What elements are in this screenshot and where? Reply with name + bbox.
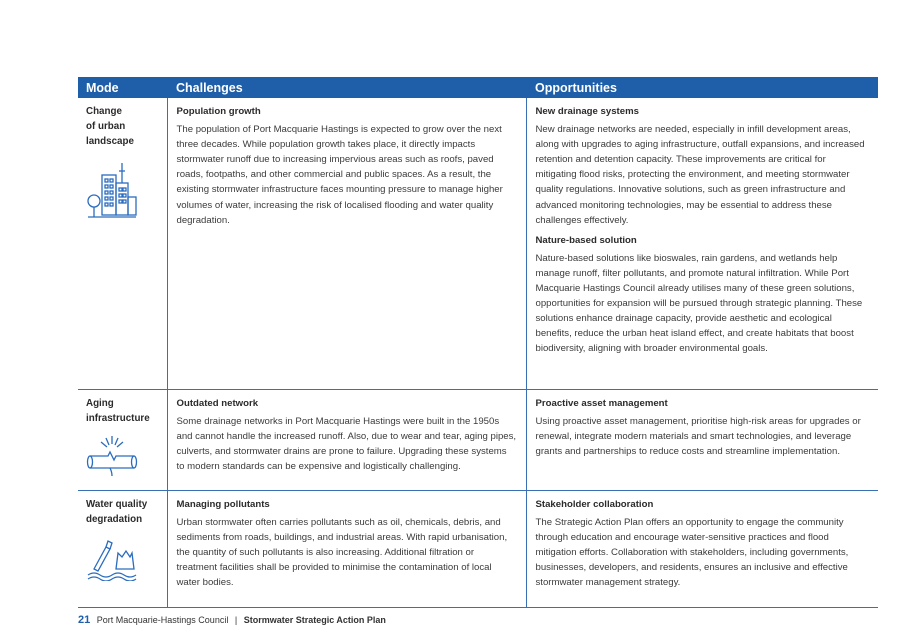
opportunities-cell	[526, 491, 878, 608]
opportunity-title: Stakeholder collaboration	[535, 499, 654, 510]
opportunity-text: The Strategic Action Plan offers an opportunity to engage the community through education and encourage water-sensitive practices and flood mitigation efforts. Collaboration with stakeholders, including governments, businesses, developers, and residents, ensures an inclusive and effective stormwater management strategy.	[535, 517, 849, 589]
challenge-text: The population of Port Macquarie Hastings is expected to grow over the next three decades. While population growth takes place, it directly impacts stormwater runoff due to increasing impervious areas such as roofs, paved roads, footpaths, and other commercial and public spaces. As a result, the existing stormwater infrastructure faces mounting pressure to manage higher volumes of water, increasing the risk of localised flooding and water quality degradation.	[176, 124, 503, 226]
opportunity-text: Using proactive asset management, prioritise high-risk areas for upgrades or renewal, integrate modern materials and smart technologies, and leverage grants and partnerships to reduce costs and streamline implementation.	[535, 416, 861, 458]
mode-label: Change of urban landscape	[86, 106, 134, 147]
mode-cell	[78, 390, 167, 491]
challenges-cell	[167, 491, 526, 608]
footer-separator: |	[234, 615, 238, 625]
challenge-title: Population growth	[176, 106, 261, 117]
table-header-row	[78, 77, 878, 98]
challenge-text: Urban stormwater often carries pollutants such as oil, chemicals, debris, and sediments from roads, buildings, and industrial areas. With rapid urbanisation, the quantity of such pollutants is also increasing. Additional filtration or treatment facilities shall be provided to minimise the contamination of local water bodies.	[176, 517, 508, 589]
mode-cell	[78, 98, 167, 390]
document-title: Stormwater Strategic Action Plan	[243, 615, 386, 625]
opportunity-title: Proactive asset management	[535, 398, 668, 409]
table-row	[78, 98, 878, 390]
leaking-pipe-icon	[86, 434, 138, 478]
header-mode: Mode	[78, 77, 167, 98]
mode-label: Aging infrastructure	[86, 398, 150, 424]
challenges-cell	[167, 390, 526, 491]
table-row	[78, 390, 878, 491]
opportunity-title: New drainage systems	[535, 106, 639, 117]
pollutants-bottle-bag-icon	[86, 535, 142, 581]
table-row	[78, 491, 878, 608]
mode-label: Water quality degradation	[86, 499, 148, 525]
challenge-title: Outdated network	[176, 398, 259, 409]
opportunities-cell	[526, 390, 878, 491]
challenge-title: Managing pollutants	[176, 499, 270, 510]
opportunity-title: Nature-based solution	[535, 234, 637, 246]
challenge-text: Some drainage networks in Port Macquarie Hastings were built in the 1950s and cannot handle the increased runoff. Also, due to wear and tear, aging pipes, culverts, and stormwater drains are prone to failure. Upgrading these systems to modern standards can be expensive and logistically challenging.	[176, 416, 517, 473]
organisation-name: Port Macquarie-Hastings Council	[96, 615, 229, 625]
page-number: 21	[78, 614, 91, 626]
opportunities-cell	[526, 98, 878, 390]
challenges-cell	[167, 98, 526, 390]
challenges-opportunities-table	[78, 77, 878, 608]
header-challenges: Challenges	[167, 77, 526, 98]
page-footer	[78, 614, 386, 626]
opportunity-text: New drainage networks are needed, especially in infill development areas, along with upgrades to aging infrastructure, outfall expansions, and increased retention and detention capacity. These improvements are critical for mitigating flood risks, protecting the environment, and meeting stormwater quality regulations. Innovative solutions, such as green infrastructure and advanced monitoring technologies, may be essential to address these challenges effectively.	[535, 124, 865, 226]
mode-cell	[78, 491, 167, 608]
header-opportunities: Opportunities	[526, 77, 878, 98]
city-buildings-icon	[86, 161, 138, 221]
opportunity-text: Nature-based solutions like bioswales, rain gardens, and wetlands help manage runoff, filter pollutants, and promote natural infiltration. While Port Macquarie Hastings Council already utilises many of these green solutions, opportunities for expansion will be pursued through strategic planning. These solutions enhance drainage capacity, provide aesthetic and ecological benefits, reduce the urban heat island effect, and create habitats that boost biodiversity, aligning with broader environmental goals.	[535, 252, 863, 355]
